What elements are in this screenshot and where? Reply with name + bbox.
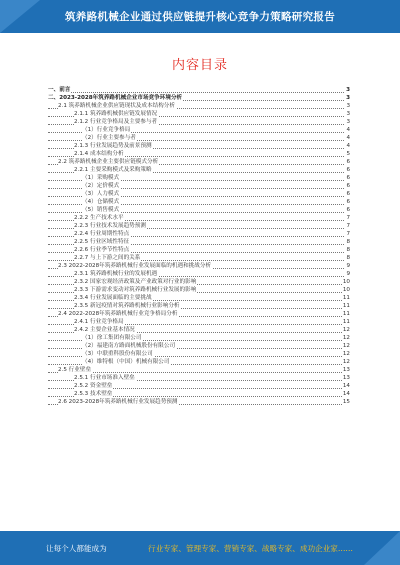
toc-entry-page: 14 xyxy=(342,383,350,389)
toc-entry-page: 8 xyxy=(346,247,350,253)
toc-entry-title: 2.5.1 行业市场准入壁垒 xyxy=(74,375,135,381)
toc-entry-page: 12 xyxy=(342,343,350,349)
toc-entry-page: 8 xyxy=(346,255,350,261)
toc-entry[interactable] xyxy=(48,158,350,166)
toc-entry-page: 15 xyxy=(342,399,350,405)
toc-entry-page: 3 xyxy=(346,95,350,101)
toc-entry-page: 6 xyxy=(346,183,350,189)
toc-entry-title: 2.2.1 主要采购模式及采购策略 xyxy=(74,167,152,173)
toc-entry[interactable] xyxy=(48,350,350,358)
toc-entry[interactable] xyxy=(48,142,350,150)
toc-entry-page: 11 xyxy=(342,311,350,317)
footer-banner xyxy=(0,531,400,565)
toc-entry-title: 2.2.2 生产技术水平 xyxy=(74,215,124,221)
toc-entry[interactable] xyxy=(48,294,350,302)
toc-entry-page: 6 xyxy=(346,167,350,173)
toc-entry[interactable] xyxy=(48,174,350,182)
toc-entry[interactable] xyxy=(48,150,350,158)
toc-entry-page: 9 xyxy=(346,263,350,269)
toc-entry[interactable] xyxy=(48,358,350,366)
table-of-contents xyxy=(48,86,350,406)
toc-entry-page: 14 xyxy=(342,391,350,397)
toc-entry[interactable] xyxy=(48,238,350,246)
toc-entry[interactable] xyxy=(48,214,350,222)
toc-entry-page: 6 xyxy=(346,199,350,205)
toc-entry-page: 3 xyxy=(346,111,350,117)
toc-entry[interactable] xyxy=(48,262,350,270)
toc-entry-title: 2.5 行业壁垒 xyxy=(58,367,92,373)
footer-slogan-highlight: 行业专家、管理专家、营销专家、战略专家、成功企业家…… xyxy=(148,544,354,553)
toc-entry-page: 7 xyxy=(346,215,350,221)
toc-entry[interactable] xyxy=(48,366,350,374)
toc-entry-page: 6 xyxy=(346,191,350,197)
report-title: 筑养路机械企业通过供应链提升核心竞争力策略研究报告 xyxy=(65,11,335,23)
toc-entry-title: （1）采购模式 xyxy=(82,175,120,181)
toc-entry-title: 2.3.2 国家宏观经济政策及产业政策对行业的影响 xyxy=(74,279,197,285)
toc-entry-title: 2.6 2023-2028年筑养路机械行业发展趋势预测 xyxy=(58,399,178,405)
toc-entry[interactable] xyxy=(48,270,350,278)
toc-entry-page: 6 xyxy=(346,159,350,165)
toc-entry-title: 一、前言 xyxy=(48,87,71,93)
toc-entry[interactable] xyxy=(48,318,350,326)
toc-entry-page: 12 xyxy=(342,335,350,341)
footer-slogan: 让每个人都能成为 xyxy=(46,544,107,553)
toc-entry[interactable] xyxy=(48,390,350,398)
toc-entry-page: 3 xyxy=(346,103,350,109)
toc-entry[interactable] xyxy=(48,342,350,350)
toc-entry-title: 2.1.1 筑养路机械供应链发展情况 xyxy=(74,111,158,117)
toc-entry[interactable] xyxy=(48,230,350,238)
toc-leader-dots xyxy=(48,92,350,93)
toc-entry-title: （1）行业竞争格局 xyxy=(82,127,131,133)
toc-entry-title: （2）行业主要参与者 xyxy=(82,135,136,141)
toc-entry-page: 10 xyxy=(342,287,350,293)
toc-entry[interactable] xyxy=(48,118,350,126)
toc-entry-title: 2.3.5 新冠疫情对筑养路机械行业影响分析 xyxy=(74,303,180,309)
toc-entry-title: 2.4.2 主要企业基本情况 xyxy=(74,327,135,333)
toc-leader-dots xyxy=(48,372,350,373)
toc-entry-page: 12 xyxy=(342,359,350,365)
toc-entry-page: 9 xyxy=(346,271,350,277)
toc-entry-page: 12 xyxy=(342,327,350,333)
toc-entry-page: 13 xyxy=(342,375,350,381)
toc-entry-page: 5 xyxy=(346,151,350,157)
toc-entry-title: （1）徐工集团有限公司 xyxy=(82,335,142,341)
toc-entry-page: 6 xyxy=(346,175,350,181)
toc-entry-page: 11 xyxy=(342,319,350,325)
toc-entry-title: 2.4 2022-2028年筑养路机械行业竞争格局分析 xyxy=(58,311,178,317)
toc-entry-page: 4 xyxy=(346,143,350,149)
toc-entry-page: 7 xyxy=(346,231,350,237)
toc-entry[interactable] xyxy=(48,182,350,190)
toc-entry[interactable] xyxy=(48,190,350,198)
toc-entry[interactable] xyxy=(48,102,350,110)
toc-entry-title: （5）销售模式 xyxy=(82,207,120,213)
toc-entry[interactable] xyxy=(48,134,350,142)
footer-decoration xyxy=(364,531,400,565)
toc-entry-title: 2.4.1 行业竞争格局 xyxy=(74,319,124,325)
toc-entry[interactable] xyxy=(48,198,350,206)
toc-entry-title: 2.2 筑养路机械企业主要供应链模式分析 xyxy=(58,159,159,165)
toc-entry[interactable] xyxy=(48,278,350,286)
toc-entry[interactable] xyxy=(48,286,350,294)
toc-entry-title: 2.3.3 下游需求变动对筑养路机械行业发展的影响 xyxy=(74,287,197,293)
toc-entry-title: （2）福建南方路面机械股份有限公司 xyxy=(82,343,176,349)
toc-entry-title: 2.2.6 行业季节性特点 xyxy=(74,247,130,253)
toc-entry-title: 2.3.4 行业发展面临的主要挑战 xyxy=(74,295,152,301)
toc-entry-page: 11 xyxy=(342,295,350,301)
toc-entry[interactable] xyxy=(48,110,350,118)
toc-entry-page: 11 xyxy=(342,303,350,309)
toc-entry[interactable] xyxy=(48,86,350,94)
toc-entry[interactable] xyxy=(48,382,350,390)
toc-entry-page: 7 xyxy=(346,223,350,229)
toc-entry-title: 2.2.4 行业周期性特点 xyxy=(74,231,130,237)
toc-entry-title: 2.5.2 资金壁垒 xyxy=(74,383,113,389)
toc-entry-page: 3 xyxy=(346,87,350,93)
toc-entry-title: 2.2.7 与上下游之间的关系 xyxy=(74,255,141,261)
toc-entry-title: 2.2.5 行业区域性特征 xyxy=(74,239,130,245)
toc-entry-page: 13 xyxy=(342,367,350,373)
toc-entry-page: 10 xyxy=(342,279,350,285)
toc-entry-title: 2.1 筑养路机械企业供应链现状及成本结构分析 xyxy=(58,103,175,109)
toc-entry-page: 3 xyxy=(346,119,350,125)
toc-entry-title: 2.1.4 成本结构分析 xyxy=(74,151,124,157)
toc-entry[interactable] xyxy=(48,222,350,230)
toc-entry[interactable] xyxy=(48,374,350,382)
toc-entry[interactable] xyxy=(48,126,350,134)
toc-entry-title: 2.3 2022-2028年筑养路机械行业发展面临的机遇和挑战分析 xyxy=(58,263,212,269)
toc-entry-title: 2.3.1 筑养路机械行业的发展机遇 xyxy=(74,271,158,277)
toc-entry-title: 2.1.3 行业发展趋势及前景预测 xyxy=(74,143,152,149)
toc-entry-page: 4 xyxy=(346,135,350,141)
toc-entry-title: （4）维特根（中国）机械有限公司 xyxy=(82,359,170,365)
toc-heading: 内容目录 xyxy=(171,58,228,73)
toc-entry[interactable] xyxy=(48,94,350,102)
toc-entry[interactable] xyxy=(48,398,350,406)
toc-entry-title: （3）人力模式 xyxy=(82,191,120,197)
toc-entry[interactable] xyxy=(48,302,350,310)
toc-entry[interactable] xyxy=(48,254,350,262)
toc-entry[interactable] xyxy=(48,246,350,254)
toc-entry-title: （3）中联重科股份有限公司 xyxy=(82,351,153,357)
toc-entry-title: （2）定价模式 xyxy=(82,183,120,189)
toc-entry[interactable] xyxy=(48,206,350,214)
header-banner xyxy=(0,0,400,33)
toc-entry[interactable] xyxy=(48,334,350,342)
toc-entry-title: 2.1.2 行业竞争格局及主要参与者 xyxy=(74,119,158,125)
toc-entry[interactable] xyxy=(48,310,350,318)
toc-entry-title: 2.5.3 技术壁垒 xyxy=(74,391,113,397)
toc-entry-page: 12 xyxy=(342,351,350,357)
toc-entry-page: 6 xyxy=(346,207,350,213)
toc-entry-page: 4 xyxy=(346,127,350,133)
toc-entry-title: 2.2.3 行业技术发展趋势预测 xyxy=(74,223,146,229)
toc-entry-title: 二、2023-2028年筑养路机械企业市场竞争环境分析 xyxy=(48,95,183,101)
toc-entry-title: （4）仓储模式 xyxy=(82,199,120,205)
toc-entry[interactable] xyxy=(48,326,350,334)
toc-entry-page: 8 xyxy=(346,239,350,245)
toc-entry[interactable] xyxy=(48,166,350,174)
